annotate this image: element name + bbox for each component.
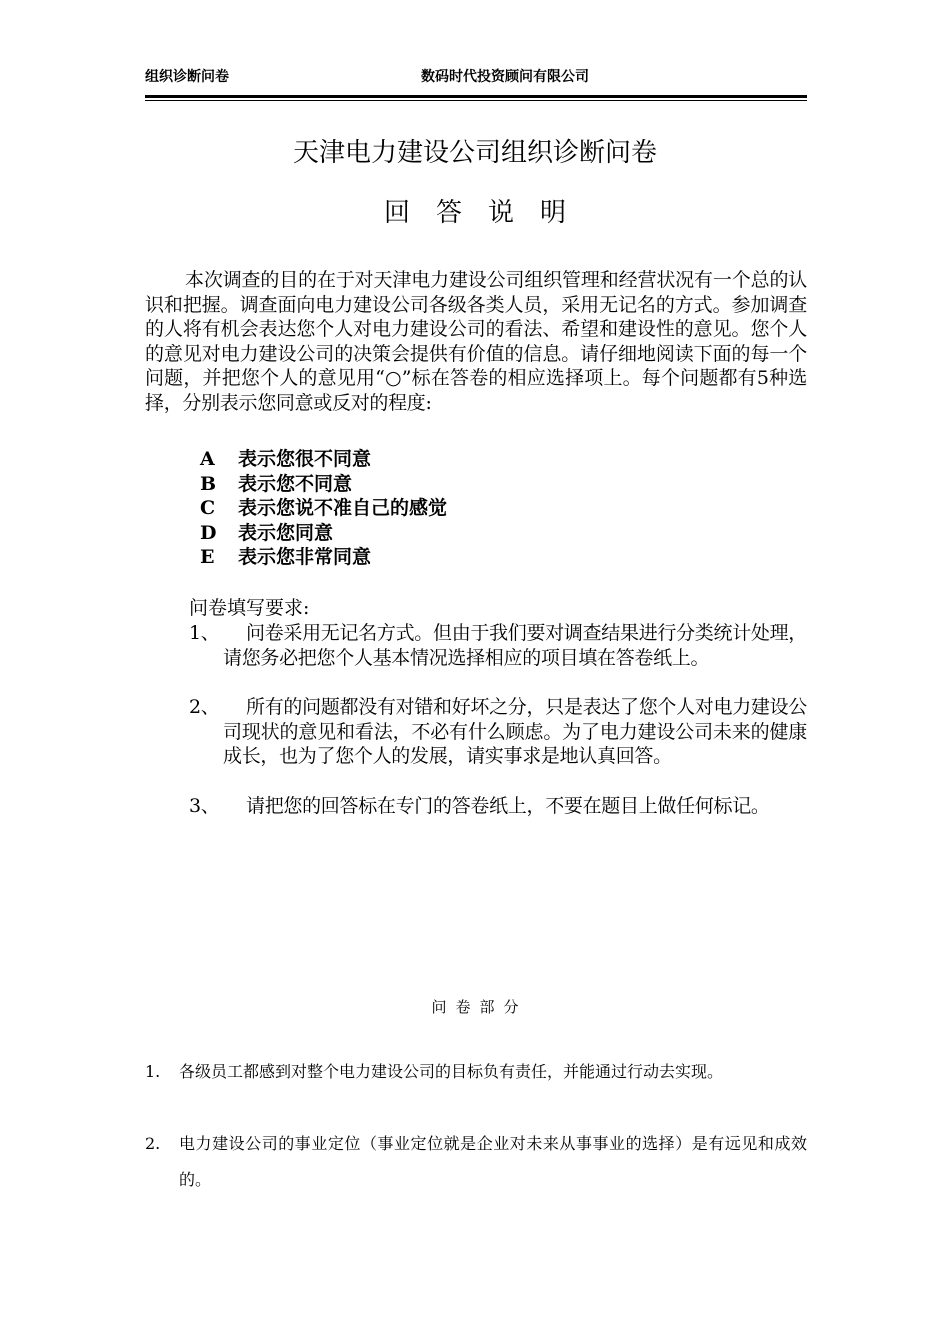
question-number: 1. <box>145 1062 161 1081</box>
answer-options <box>195 447 447 570</box>
option-letter: A <box>200 448 215 470</box>
option-text: 表示您很不同意 <box>238 448 372 470</box>
requirement-text: 请把您的回答标在专门的答卷纸上，不要在题目上做任何标记。 <box>246 795 770 817</box>
option-text: 表示您非常同意 <box>238 546 372 569</box>
intro-paragraph: 本次调查的目的在于对天津电力建设公司组织管理和经营状况有一个总的认识和把握。调查面向电力建设公司各级各类人员，采用无记名的方式。参加调查的人将有机会表达您个人对电力建设公司的看法、希望和建设性的意见。您个人的意见对电力建设公司的决策会提供有价值的信息。请仔细地阅读下面的每一个问题，并把您个人的意见用“○”标在答卷的相应选择项上。每个问题都有5种选择，分别表示您同意或反对的程度: <box>145 269 807 414</box>
questionnaire-section-title: 问卷部分 <box>431 998 528 1016</box>
requirements-title: 问卷填写要求: <box>189 597 310 619</box>
document-title: 天津电力建设公司组织诊断问卷 <box>292 138 657 168</box>
question-item <box>145 1126 807 1198</box>
option-b <box>195 472 447 497</box>
question-number: 2. <box>145 1134 161 1153</box>
requirement-number: 3、 <box>189 795 220 817</box>
header-company-name: 数码时代投资顾问有限公司 <box>421 69 589 85</box>
header-rule-thin <box>145 100 807 101</box>
question-item <box>145 1054 807 1090</box>
header-rule-thick <box>145 95 807 98</box>
header-doc-title: 组织诊断问卷 <box>145 69 229 85</box>
option-letter: D <box>200 521 217 544</box>
option-a <box>195 447 447 472</box>
question-text: 各级员工都感到对整个电力建设公司的目标负有责任，并能通过行动去实现。 <box>179 1062 724 1081</box>
requirement-item <box>189 794 807 819</box>
instructions-heading: 回答说明 <box>383 198 592 228</box>
page-header <box>145 66 807 88</box>
option-c <box>195 496 447 521</box>
requirement-number: 2、 <box>189 696 220 718</box>
requirement-text: 问卷采用无记名方式。但由于我们要对调查结果进行分类统计处理，请您务必把您个人基本情况选择相应的项目填在答卷纸上。 <box>223 622 808 669</box>
option-d <box>195 521 447 546</box>
requirement-item <box>189 621 807 670</box>
option-letter: C <box>200 497 216 520</box>
option-text: 表示您不同意 <box>238 472 353 495</box>
option-text: 表示您同意 <box>238 521 334 544</box>
option-letter: B <box>200 472 217 495</box>
option-letter: E <box>200 546 215 569</box>
requirement-number: 1、 <box>189 622 220 644</box>
option-e <box>195 545 447 570</box>
question-text: 电力建设公司的事业定位（事业定位就是企业对未来从事事业的选择）是有远见和成效的。 <box>179 1134 807 1189</box>
requirement-item <box>189 695 807 769</box>
option-text: 表示您说不准自己的感觉 <box>238 497 448 520</box>
requirement-text: 所有的问题都没有对错和好坏之分，只是表达了您个人对电力建设公司现状的意见和看法，不必有什么顾虑。为了电力建设公司未来的健康成长，也为了您个人的发展，请实事求是地认真回答。 <box>223 696 808 768</box>
